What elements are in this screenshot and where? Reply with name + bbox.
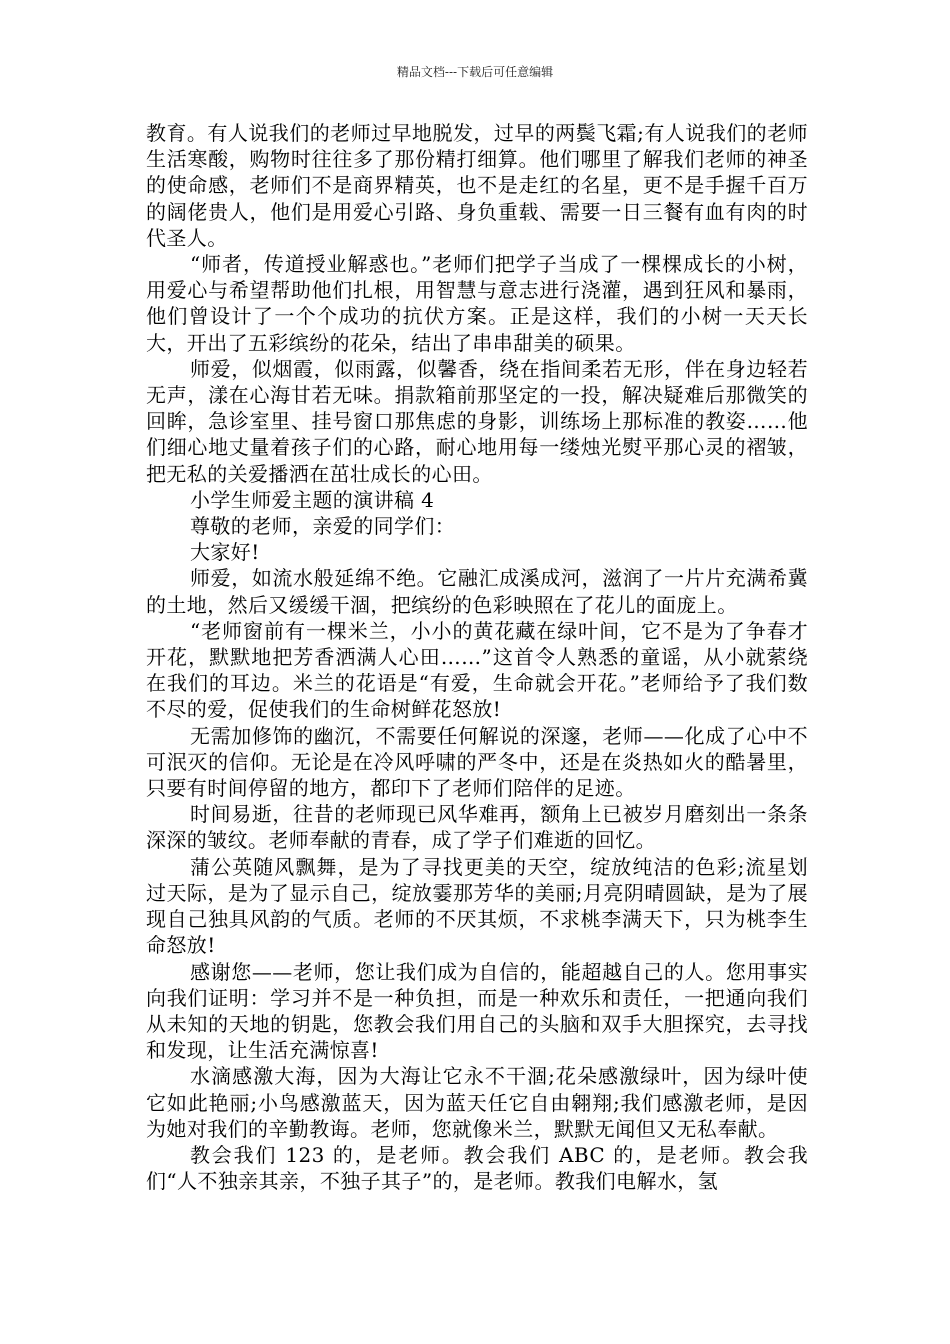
page-header: 精品文档---下载后可任意编辑 xyxy=(396,65,554,79)
paragraph-11: 蒲公英随风飘舞，是为了寻找更美的天空，绽放纯洁的色彩;流星划过天际，是为了显示自己，绽放霎那芳华的美丽;月亮阴晴圆缺，是为了展现自己独具风韵的气质。老师的不厌其烦，不求桃李满天下，只为桃李生命怒放! xyxy=(146,854,808,958)
section-title: 小学生师爱主题的演讲稿 4 xyxy=(190,487,435,512)
paragraph-2: “师者，传道授业解惑也。”老师们把学子当成了一棵棵成长的小树，用爱心与希望帮助他们扎根，用智慧与意志进行浇灌，遇到狂风和暴雨，他们曾设计了一个个成功的抗伏方案。正是这样，我们的小树一天天长大，开出了五彩缤纷的花朵，结出了串串甜美的硕果。 xyxy=(146,252,808,355)
paragraph-10: 时间易逝，往昔的老师现已风华难再，额角上已被岁月磨刻出一条条深深的皱纹。老师奉献的青春，成了学子们难逝的回忆。 xyxy=(146,802,808,853)
document-body xyxy=(146,120,808,1194)
paragraph-3: 师爱，似烟霞，似雨露，似馨香，绕在指间柔若无形，伴在身边轻若无声，漾在心海甘若无味。捐款箱前那坚定的一投，解决疑难后那微笑的回眸，急诊室里、挂号窗口那焦虑的身影，训练场上那标准的教姿……他们细心地丈量着孩子们的心路，耐心地用每一缕烛光熨平那心灵的褶皱，把无私的关爱播洒在茁壮成长的心田。 xyxy=(146,356,808,486)
paragraph-9: 无需加修饰的幽沉，不需要任何解说的深邃，老师——化成了心中不可泯灭的信仰。无论是在冷风呼啸的严冬中，还是在炎热如火的酷暑里，只要有时间停留的地方，都印下了老师们陪伴的足迹。 xyxy=(146,723,808,801)
paragraph-12: 感谢您——老师，您让我们成为自信的，能超越自己的人。您用事实向我们证明：学习并不是一种负担，而是一种欢乐和责任，一把通向我们从未知的天地的钥匙，您教会我们用自己的头脑和双手大胆探究，去寻找和发现，让生活充满惊喜! xyxy=(146,959,808,1063)
paragraph-1: 教育。有人说我们的老师过早地脱发，过早的两鬓飞霜;有人说我们的老师生活寒酸，购物时往往多了那份精打细算。他们哪里了解我们老师的神圣的使命感，老师们不是商界精英，也不是走红的名星，更不是手握千百万的阔佬贵人，他们是用爱心引路、身负重载、需要一日三餐有血有肉的时代圣人。 xyxy=(146,121,808,250)
greeting: 大家好! xyxy=(190,540,260,565)
paragraph-7: 师爱，如流水般延绵不绝。它融汇成溪成河，滋润了一片片充满希冀的土地，然后又缓缓干涸，把缤纷的色彩映照在了花儿的面庞上。 xyxy=(146,566,808,617)
paragraph-13: 水滴感激大海，因为大海让它永不干涸;花朵感激绿叶，因为绿叶使它如此艳丽;小鸟感激蓝天，因为蓝天任它自由翱翔;我们感激老师，是因为她对我们的辛勤教诲。老师，您就像米兰，默默无闻但又无私奉献。 xyxy=(146,1064,808,1141)
paragraph-8: “老师窗前有一棵米兰，小小的黄花藏在绿叶间，它不是为了争春才开花，默默地把芳香洒满人心田……”这首令人熟悉的童谣，从小就萦绕在我们的耳边。米兰的花语是“有爱，生命就会开花。”老师给予了我们数不尽的爱，促使我们的生命树鲜花怒放! xyxy=(146,618,808,722)
paragraph-14: 教会我们 123 的，是老师。教会我们 ABC 的，是老师。教会我们“人不独亲其亲，不独子其子”的，是老师。教我们电解水，氢 xyxy=(146,1142,808,1194)
salutation: 尊敬的老师，亲爱的同学们： xyxy=(190,514,456,539)
